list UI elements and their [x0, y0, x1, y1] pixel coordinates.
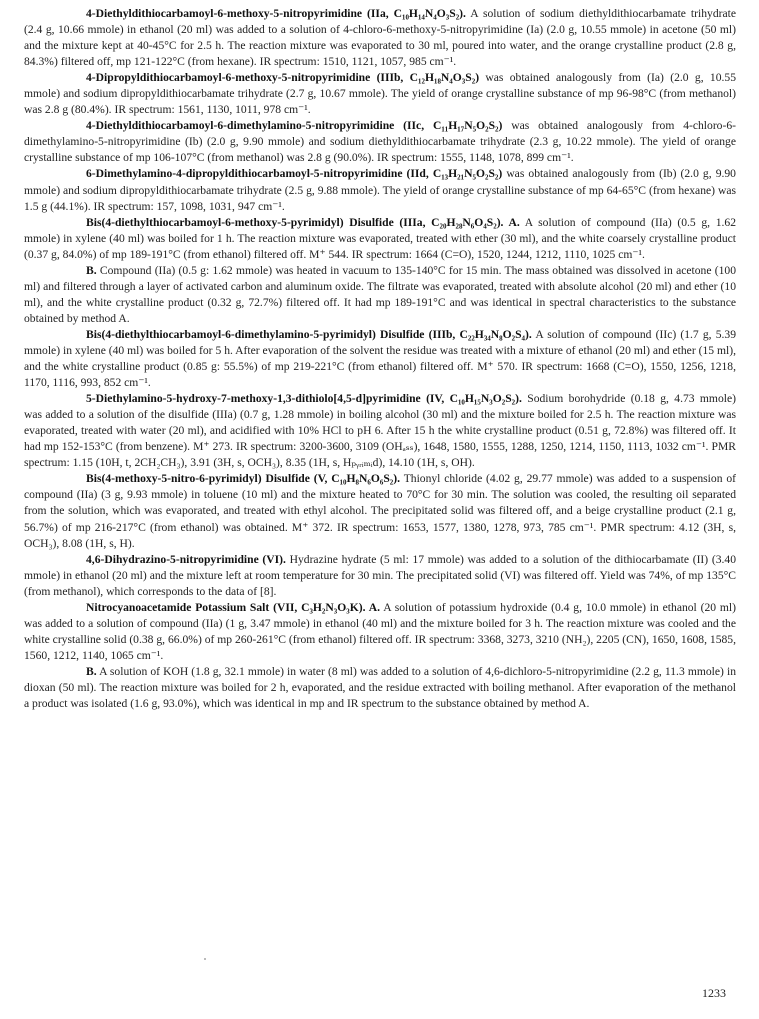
- paragraph-text: A solution of sodium diethyldithiocarbamate trihydrate (2.4 g, 10.66 mmole) in ethanol (20 ml) was added to a solution of 4-chloro-6-methoxy-5-nitropyrimidine (Ia) (2.0 g, 10.55 mmole) in acetone (50 ml) and the mixture kept at 40-45°C for 2.5 h. The reaction mixture was evaporated to 30 ml, poured into water, and the orange crystalline product (2.8 g, 84.3%) filtered off, mp 121-122°C (from hexane). IR spectrum: 1510, 1121, 1057, 985 cm⁻¹.: [24, 7, 736, 69]
- paragraph: [24, 664, 736, 712]
- paragraph: [24, 552, 736, 600]
- paragraph-text: A solution of KOH (1.8 g, 32.1 mmole) in water (8 ml) was added to a solution of 4,6-dichloro-5-nitropyrimidine (2.2 g, 11.3 mmole) in dioxan (50 ml). The reaction mixture was boiled for 2 h, evaporated, and the residue extracted with boiling methanol. After evaporation of the methanol a product was isolated (1.6 g, 93.0%), which was identical in mp and IR spectrum to the substance obtained by method A.: [24, 664, 736, 711]
- compound-heading: 5-Diethylamino-5-hydroxy-7-methoxy-1,3-dithiolo[4,5-d]pyrimidine (IV, C₁₀H₁₅N₃O₂S₂).: [86, 392, 522, 406]
- compound-heading: Bis(4-diethylthiocarbamoyl-6-dimethylamino-5-pyrimidyl) Disulfide (IIIb, C₂₂H₃₄N₈O₂S₄).: [86, 327, 532, 341]
- scan-speck: [204, 958, 206, 960]
- paragraph: [24, 118, 736, 166]
- paragraph-text: Sodium borohydride (0.18 g, 4.73 mmole) was added to a solution of the disulfide (IIIa) (0.7 g, 1.28 mmole) in boiling alcohol (30 ml) and the mixture boiled for 2.5 h. The reaction mixture was evaporated, treated with water (20 ml), and acidified with 10% HCl to pH 6. After 15 h the white crystalline product (0.51 g, 72.8%) was filtered off. It had mp 152-153°C (from benzene). M⁺ 273. IR spectrum: 3200-3600, 3109 (OHₐₛₛ), 1648, 1580, 1555, 1288, 1250, 1214, 1150, 1113, 1032 cm⁻¹. PMR spectrum: 1.15 (10H, t, 2CH₂CH₃), 3.91 (3H, s, OCH₃), 8.35 (1H, s, Hₚᵧᵣᵢₘᵢd), 14.10 (1H, s, OH).: [24, 392, 736, 470]
- paragraph: [24, 166, 736, 214]
- paragraph: [24, 391, 736, 471]
- paragraph: [24, 600, 736, 664]
- compound-heading: Nitrocyanoacetamide Potassium Salt (VII, C₃H₂N₃O₃K). A.: [86, 600, 380, 614]
- paragraph-text: was obtained analogously from 4-chloro-6-dimethylamino-5-nitropyrimidine (Ib) (2.0 g, 9.90 mmole) and sodium diethyldithiocarbamate trihydrate (2.3 g, 10.22 mmole). The yield of orange crystalline substance of mp 106-107°C (from methanol) was 2.8 g (90.0%). IR spectrum: 1555, 1148, 1078, 899 cm⁻¹.: [24, 119, 737, 165]
- paragraph-text: Hydrazine hydrate (5 ml: 17 mmole) was added to a solution of the dithiocarbamate (II) (3.40 mmole) in ethanol (20 ml) and the mixture left at room temperature for 30 min. The precipitated solid (VI) was filtered off. Yield was 74%, of mp 135°C (from methanol), which corresponds to the data of [8].: [24, 552, 736, 598]
- paragraph-text: was obtained analogously from (Ib) (2.0 g, 9.90 mmole) and sodium dipropyldithiocarbamate trihydrate (2.5 g, 9.88 mmole). The yield of orange crystalline substance of mp 64-65°C (from hexane) was 1.5 g (44.1%). IR spectrum: 157, 1098, 1031, 947 cm⁻¹.: [24, 167, 736, 213]
- paragraph: [24, 6, 736, 70]
- paragraph-text: A solution of compound (IIc) (1.7 g, 5.39 mmole) in xylene (40 ml) was boiled for 5 h. After evaporation of the solvent the residue was treated with a mixture of ethanol (20 ml) and ether (15 ml), and the white crystalline product (0.85 g: 55.5%) of mp 219-221°C (from ethanol) filtered off. M⁺ 570. IR spectrum: 1668 (C=O), 1550, 1256, 1218, 1170, 1116, 993, 852 cm⁻¹.: [24, 327, 736, 390]
- paragraph: [24, 263, 736, 327]
- paragraph-text: A solution of compound (IIa) (0.5 g, 1.62 mmole) in xylene (40 ml) was boiled for 1 h. The reaction mixture was evaporated, treated with ether (30 ml), and the white coarsely crystalline product (0.37 g, 84.0%) of mp 189-191°C (from ethanol) filtered off. M⁺ 544. IR spectrum: 1664 (C=O), 1520, 1244, 1212, 1110, 1025 cm⁻¹.: [24, 215, 737, 261]
- page-number: 1233: [702, 986, 726, 1000]
- compound-heading: 4-Dipropyldithiocarbamoyl-6-methoxy-5-nitropyrimidine (IIIb, C₁₂H₁₈N₄O₃S₂): [86, 71, 480, 85]
- compound-heading: 6-Dimethylamino-4-dipropyldithiocarbamoyl-5-nitropyrimidine (IId, C₁₃H₂₁N₅O₂S₂): [86, 167, 503, 181]
- paragraph-text: Thionyl chloride (4.02 g, 29.77 mmole) was added to a suspension of compound (IIa) (3 g, 9.93 mmole) in toluene (10 ml) and the mixture heated to 70°C for 30 min. The solution was cooled, the resulting oil separated from the solution, which was evaporated, and treated with ethyl alcohol. The precipitated solid was filtered off, and a beige crystalline product (2.1 g, 56.7%) of mp 216-217°C (from ethanol) was obtained. M⁺ 372. IR spectrum: 1653, 1577, 1380, 1278, 973, 785 cm⁻¹. PMR spectrum: 4.12 (3H, s, OCH₃), 8.08 (1H, s, H).: [24, 472, 736, 550]
- paragraph-text: Compound (IIa) (0.5 g: 1.62 mmole) was heated in vacuum to 135-140°C for 15 min. The mass obtained was dissolved in acetone (100 ml) and filtered through a layer of activated carbon and aluminum oxide. The filtrate was evaporated, treated with absolute alcohol (20 ml) and ether (10 ml), and the white crystalline product (0.32 g, 72.7%) filtered off. It had mp 189-191°C and was identical in spectral characteristics to the substance obtained by method A.: [24, 263, 736, 325]
- paragraph-text: A solution of potassium hydroxide (0.4 g, 10.0 mmole) in ethanol (20 ml) was added to a solution of compound (IIa) (1 g, 3.47 mmole) in ethanol (40 ml) and the mixture boiled for 3 h. The reaction mixture was cooled and the white crystalline solid (0.38 g, 66.0%) of mp 260-261°C (from ethanol) filtered off. IR spectrum: 3368, 3273, 3210 (NH₂), 2205 (CN), 1650, 1608, 1585, 1560, 1212, 1140, 1065 cm⁻¹.: [24, 600, 736, 662]
- compound-heading: 4,6-Dihydrazino-5-nitropyrimidine (VI).: [86, 552, 286, 566]
- paragraph: [24, 215, 736, 263]
- compound-heading: Bis(4-methoxy-5-nitro-6-pyrimidyl) Disulfide (V, C₁₀H₈N₆O₆S₂).: [86, 472, 401, 486]
- method-heading: B.: [86, 263, 97, 277]
- article-body: [24, 6, 736, 712]
- compound-heading: 4-Diethyldithiocarbamoyl-6-dimethylamino-5-nitropyrimidine (IIc, C₁₁H₁₇N₅O₂S₂): [86, 119, 503, 133]
- compound-heading: 4-Diethyldithiocarbamoyl-6-methoxy-5-nitropyrimidine (IIa, C₁₀H₁₄N₄O₃S₂).: [86, 7, 466, 20]
- paragraph: [24, 471, 736, 551]
- paragraph-text: was obtained analogously from (Ia) (2.0 g, 10.55 mmole) and sodium dipropyldithiocarbamate trihydrate (2.7 g, 10.67 mmole). The yield of orange crystalline substance of mp 96-98°C (from methanol) was 2.8 g (80.4%). IR spectrum: 1561, 1130, 1011, 978 cm⁻¹.: [24, 71, 736, 117]
- compound-heading: Bis(4-diethylthiocarbamoyl-6-methoxy-5-pyrimidyl) Disulfide (IIIa, C₂₀H₂₈N₆O₄S₂). A.: [86, 215, 520, 229]
- paragraph: [24, 70, 736, 118]
- paragraph: [24, 327, 736, 391]
- method-heading: B.: [86, 664, 97, 678]
